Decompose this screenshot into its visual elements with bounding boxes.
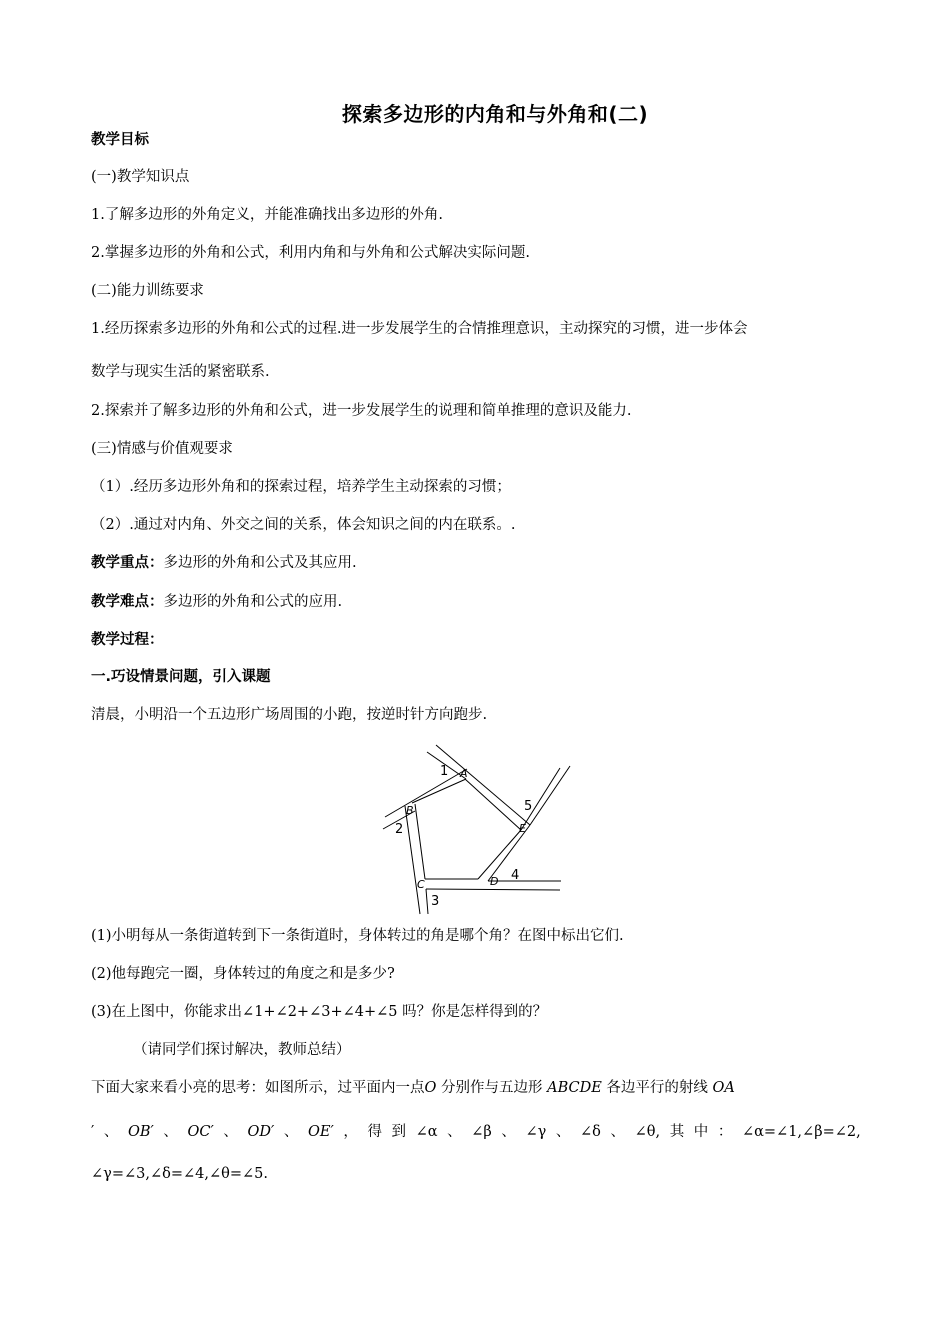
objectives-heading: 教学目标 — [91, 132, 149, 148]
street-line — [405, 806, 417, 892]
emotion-item-2: （2）.通过对内角、外交之间的关系，体会知识之间的内在联系。. — [91, 517, 516, 533]
emotion-heading: (三)情感与价值观要求 — [91, 441, 233, 457]
para-token: 得 — [367, 1124, 382, 1140]
knowledge-item-2: 2.掌握多边形的外角和公式，利用内角和与外角和公式解决实际问题. — [91, 245, 530, 261]
para-token: ∠δ — [580, 1124, 601, 1140]
para-token: 中 — [693, 1124, 709, 1140]
knowledge-item-1: 1.了解多边形的外角定义，并能准确找出多边形的外角. — [91, 207, 443, 223]
para-text: 下面大家来看小亮的思考：如图所示，过平面内一点 — [91, 1080, 425, 1096]
para-text: 各边平行的射线 — [606, 1080, 708, 1096]
street-line — [426, 889, 560, 890]
point-o: O — [424, 1080, 437, 1096]
emotion-item-1: （1）.经历多边形外角和的探索过程，培养学生主动探索的习惯； — [91, 479, 511, 495]
street-line — [415, 804, 425, 879]
figure-label-vertex-e: E — [519, 822, 526, 835]
figure-label-angle-2: 2 — [395, 822, 404, 837]
key-point-text: 多边形的外角和公式及其应用. — [163, 555, 357, 571]
ray-oa: OA — [712, 1080, 735, 1096]
para-token: 、 — [163, 1124, 178, 1140]
figure-label-vertex-d: D — [490, 875, 499, 888]
question-2: (2)他每跑完一圈，身体转过的角度之和是多少? — [91, 966, 395, 982]
paragraph-line-2 — [91, 1122, 861, 1142]
knowledge-heading: (一)教学知识点 — [91, 169, 190, 185]
page-title: 探索多边形的内角和与外角和(二) — [341, 102, 649, 126]
difficulty-text: 多边形的外角和公式的应用. — [163, 594, 343, 610]
process-heading: 教学过程： — [91, 632, 164, 648]
figure-label-vertex-c: C — [417, 878, 425, 891]
difficulty-point — [91, 592, 861, 612]
para-token: 、 — [610, 1124, 625, 1140]
street-line — [385, 769, 467, 817]
street-line — [412, 779, 466, 803]
para-token: ∠β — [471, 1124, 492, 1140]
ray-ob: OB′ — [127, 1124, 154, 1140]
para-token: ∠α=∠1,∠β=∠2, — [741, 1124, 861, 1140]
paragraph-line-1 — [91, 1078, 861, 1098]
question-3: (3)在上图中，你能求出∠1+∠2+∠3+∠4+∠5 吗？你是怎样得到的？ — [91, 1004, 548, 1020]
para-text: 分别作与五边形 — [441, 1080, 543, 1096]
ability-item-1-line-1: 1.经历探索多边形的外角和公式的过程.进一步发展学生的合情推理意识，主动探究的习惯，进一步体会 — [91, 321, 748, 337]
para-token: ： — [717, 1124, 733, 1140]
figure-label-vertex-a: A — [460, 767, 468, 780]
intro-text: 清晨，小明沿一个五边形广场周围的小跑，按逆时针方向跑步. — [91, 707, 488, 723]
street-line — [530, 766, 570, 825]
para-token: 、 — [501, 1124, 516, 1140]
paragraph-line-3: ∠γ=∠3,∠δ=∠4,∠θ=∠5. — [91, 1166, 268, 1182]
para-token: 其 — [669, 1124, 685, 1140]
street-line — [417, 892, 420, 914]
figure-label-angle-1: 1 — [440, 764, 449, 779]
figure-label-angle-4: 4 — [511, 868, 520, 883]
teacher-note: （请同学们探讨解决，教师总结） — [133, 1042, 351, 1058]
para-token: ′ — [91, 1124, 95, 1140]
para-token: ∠θ, — [634, 1124, 661, 1140]
difficulty-label: 教学难点： — [91, 594, 164, 610]
section-1-heading: 一.巧设情景问题，引入课题 — [91, 669, 271, 685]
para-token: ， — [343, 1124, 358, 1140]
ability-item-2: 2.探索并了解多边形的外角和公式，进一步发展学生的说理和简单推理的意识及能力. — [91, 403, 632, 419]
street-line — [465, 779, 521, 830]
para-token: 、 — [447, 1124, 462, 1140]
para-token: 、 — [555, 1124, 571, 1140]
key-point-label: 教学重点： — [91, 555, 164, 571]
para-token: ∠α — [415, 1124, 438, 1140]
question-1: (1)小明每从一条街道转到下一条街道时，身体转过的角是哪个角？在图中标出它们. — [91, 928, 624, 944]
figure-label-angle-3: 3 — [431, 894, 440, 909]
ability-heading: (二)能力训练要求 — [91, 283, 204, 299]
pentagon-name: ABCDE — [547, 1080, 602, 1096]
ray-oc: OC′ — [187, 1124, 214, 1140]
figure-label-vertex-b: B — [406, 804, 414, 817]
key-point — [91, 553, 861, 573]
para-token: 、 — [283, 1124, 299, 1140]
pentagon-streets-figure — [378, 742, 578, 917]
figure-label-angle-5: 5 — [524, 799, 533, 814]
ray-od: OD′ — [247, 1124, 275, 1140]
para-token: ∠γ — [525, 1124, 547, 1140]
street-line — [426, 889, 428, 914]
para-token: 到 — [391, 1124, 407, 1140]
ability-item-1-line-2: 数学与现实生活的紧密联系. — [91, 364, 270, 380]
para-token: 、 — [103, 1124, 119, 1140]
para-token: 、 — [223, 1124, 238, 1140]
street-line — [436, 745, 533, 825]
ray-oe: OE′ — [307, 1124, 334, 1140]
